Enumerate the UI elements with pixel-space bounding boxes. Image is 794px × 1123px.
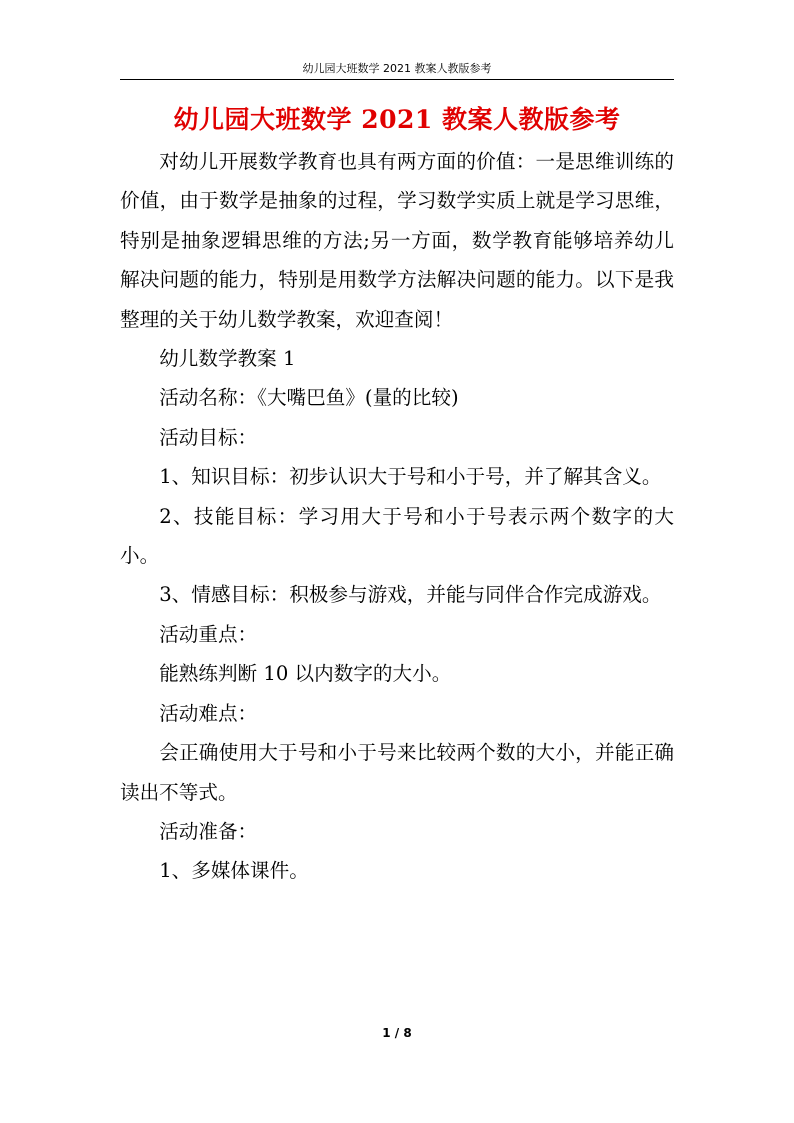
goals-heading: 活动目标： <box>159 425 258 449</box>
document-title: 幼儿园大班数学 2021 教案人教版参考 <box>173 105 621 134</box>
goal-knowledge: 1、知识目标：初步认识大于号和小于号，并了解其含义。 <box>159 465 662 489</box>
key-point-heading: 活动重点： <box>159 622 258 646</box>
goal-skill: 2、技能目标：学习用大于号和小于号表示两个数字的大小。 <box>120 504 674 568</box>
running-header: 幼儿园大班数学 2021 教案人教版参考 <box>302 62 492 75</box>
preparation-item: 1、多媒体课件。 <box>159 859 309 883</box>
document-body <box>120 142 674 891</box>
intro-paragraph: 对幼儿开展数学教育也具有两方面的价值：一是思维训练的价值，由于数学是抽象的过程，学习数学实质上就是学习思维，特别是抽象逻辑思维的方法;另一方面，数学教育能够培养幼儿解决问题的能力，特别是用数学方法解决问题的能力。以下是我整理的关于幼儿数学教案，欢迎查阅！ <box>120 150 674 331</box>
goal-emotion: 3、情感目标：积极参与游戏，并能与同伴合作完成游戏。 <box>159 583 662 607</box>
activity-name: 活动名称：《大嘴巴鱼》(量的比较) <box>159 386 459 410</box>
lesson-heading: 幼儿数学教案 1 <box>159 347 296 371</box>
difficulty-heading: 活动难点： <box>159 701 258 725</box>
preparation-heading: 活动准备： <box>159 819 258 843</box>
header-divider <box>120 79 674 80</box>
page-number: 1 / 8 <box>382 1026 412 1040</box>
key-point-text: 能熟练判断 10 以内数字的大小。 <box>159 662 452 686</box>
difficulty-text: 会正确使用大于号和小于号来比较两个数的大小，并能正确读出不等式。 <box>120 741 674 804</box>
